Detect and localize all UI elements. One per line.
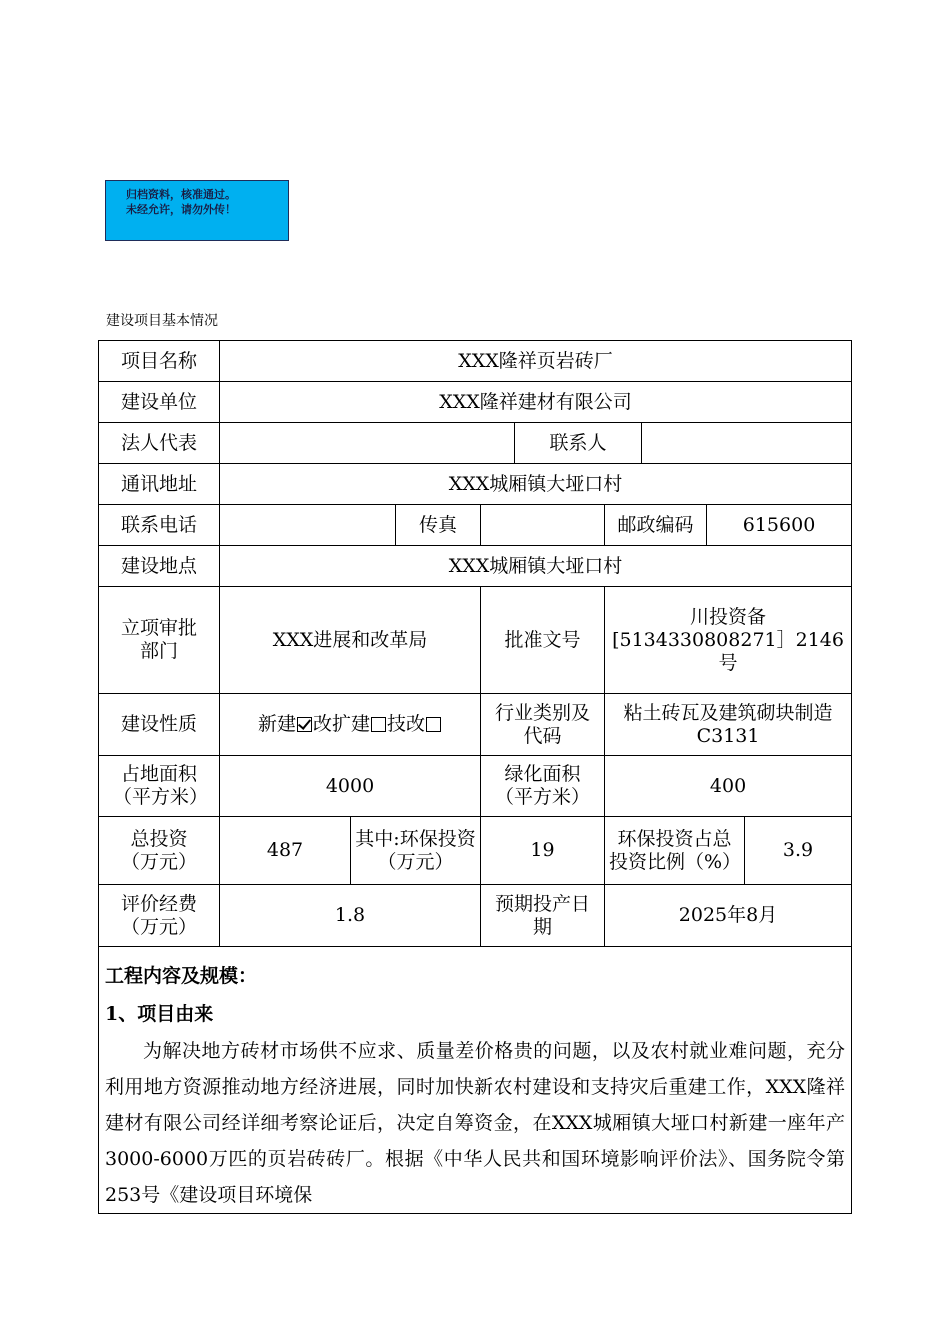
date-value: 2025年8月 xyxy=(605,885,852,947)
date-label: 预期投产日期 xyxy=(481,885,605,947)
green-value: 400 xyxy=(605,756,852,817)
approval-no-value: 川投资备[5134330808271］2146号 xyxy=(605,587,852,694)
contact-label: 联系人 xyxy=(515,423,642,464)
table-caption: 建设项目基本情况 xyxy=(106,313,218,329)
section-heading: 1、项目由来 xyxy=(105,1003,214,1025)
industry-label: 行业类别及代码 xyxy=(481,694,605,756)
legal-rep-label: 法人代表 xyxy=(99,423,220,464)
fax-label: 传真 xyxy=(396,505,481,546)
project-name-value: XXX隆祥页岩砖厂 xyxy=(220,341,852,382)
phone-label: 联系电话 xyxy=(99,505,220,546)
project-content-cell xyxy=(99,947,852,1214)
approval-no-label: 批准文号 xyxy=(481,587,605,694)
nature-new-label: 新建 xyxy=(257,713,296,735)
env-ratio-label: 环保投资占总投资比例（%） xyxy=(605,817,745,885)
postcode-value: 615600 xyxy=(707,505,852,546)
legal-rep-value xyxy=(220,423,515,464)
checkbox-checked-icon[interactable] xyxy=(297,717,312,732)
content-heading: 工程内容及规模： xyxy=(105,965,258,987)
green-label: 绿化面积（平方米） xyxy=(481,756,605,817)
nature-label: 建设性质 xyxy=(99,694,220,756)
nature-options xyxy=(220,694,481,756)
contact-value xyxy=(642,423,852,464)
address-label: 通讯地址 xyxy=(99,464,220,505)
total-investment-value: 487 xyxy=(220,817,351,885)
nature-tech-label: 技改 xyxy=(387,713,426,735)
background-paragraph: 为解决地方砖材市场供不应求、质量差价格贵的问题，以及农村就业难问题，充分利用地方资源推动地方经济进展，同时加快新农村建设和支持灾后重建工作，XXX隆祥建材有限公司经详细考察论证后，决定自筹资金，在XXX城厢镇大垭口村新建一座年产3000-6000万匹的页岩砖砖厂。根据《中华人民共和国环境影响评价法》、国务院令第253号《建设项目环境保 xyxy=(105,1040,846,1206)
stamp-line-1: 归档资料，核准通过。 xyxy=(126,188,236,201)
stamp-line-2: 未经允许，请勿外传！ xyxy=(126,203,236,216)
approval-dept-label: 立项审批部门 xyxy=(99,587,220,694)
unit-label: 建设单位 xyxy=(99,382,220,423)
address-value: XXX城厢镇大垭口村 xyxy=(220,464,852,505)
area-label: 占地面积（平方米） xyxy=(99,756,220,817)
fax-value xyxy=(481,505,605,546)
env-ratio-value: 3.9 xyxy=(745,817,852,885)
checkbox-empty-icon[interactable] xyxy=(371,717,386,732)
industry-value: 粘土砖瓦及建筑砌块制造C3131 xyxy=(605,694,852,756)
fee-value: 1.8 xyxy=(220,885,481,947)
env-investment-value: 19 xyxy=(481,817,605,885)
unit-value: XXX隆祥建材有限公司 xyxy=(220,382,852,423)
checkbox-empty-icon[interactable] xyxy=(426,717,441,732)
approval-dept-value: XXX进展和改革局 xyxy=(220,587,481,694)
site-value: XXX城厢镇大垭口村 xyxy=(220,546,852,587)
area-value: 4000 xyxy=(220,756,481,817)
total-investment-label: 总投资（万元） xyxy=(99,817,220,885)
phone-value xyxy=(220,505,396,546)
postcode-label: 邮政编码 xyxy=(605,505,707,546)
project-name-label: 项目名称 xyxy=(99,341,220,382)
fee-label: 评价经费（万元） xyxy=(99,885,220,947)
site-label: 建设地点 xyxy=(99,546,220,587)
env-investment-label: 其中:环保投资（万元） xyxy=(351,817,481,885)
archive-stamp xyxy=(105,180,289,241)
project-info-table xyxy=(98,340,852,1214)
nature-rebuild-label: 改扩建 xyxy=(312,713,370,735)
